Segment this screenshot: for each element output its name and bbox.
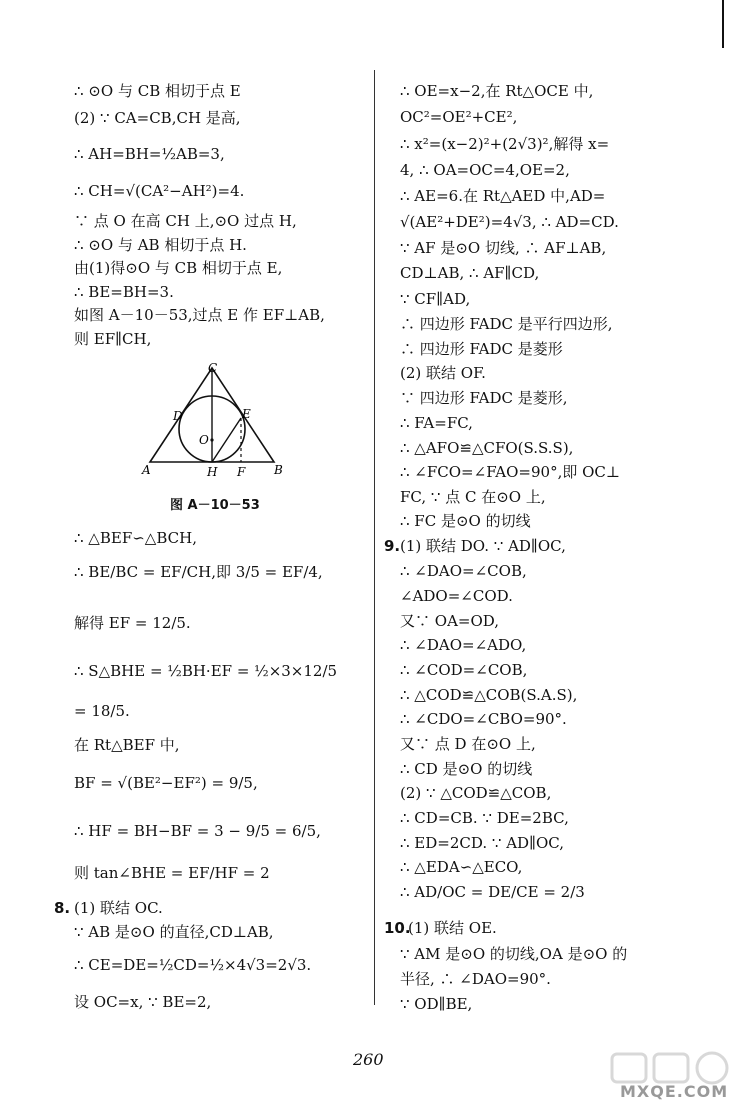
text-line: ∴ CH=√(CA²−AH²)=4.: [74, 182, 245, 200]
text-line: ∴ x²=(x−2)²+(2√3)²,解得 x=: [400, 135, 610, 153]
text-line: ∴ FC 是⊙O 的切线: [400, 512, 531, 530]
text-line: ∴ HF = BH−BF = 3 − 9/5 = 6/5,: [74, 822, 321, 840]
text-line: OC²=OE²+CE²,: [400, 108, 518, 126]
column-divider: [374, 70, 375, 1005]
text-line: 设 OC=x, ∵ BE=2,: [74, 993, 212, 1011]
text-line: ∴ ∠DAO=∠COB,: [400, 562, 527, 580]
text-line: 在 Rt△BEF 中,: [74, 736, 180, 754]
edge-mark: [722, 0, 724, 48]
text-line: ∵ AB 是⊙O 的直径,CD⊥AB,: [74, 923, 274, 941]
text-line: 解得 EF = 12/5.: [74, 614, 191, 632]
text-line: (1) 联结 DO. ∵ AD∥OC,: [400, 537, 566, 555]
label-E: E: [242, 407, 251, 421]
label-B: B: [274, 463, 283, 477]
text-line: ∵ 四边形 FADC 是菱形,: [400, 389, 568, 407]
text-line: ∴ ⊙O 与 CB 相切于点 E: [74, 82, 241, 100]
text-line: 4, ∴ OA=OC=4,OE=2,: [400, 161, 570, 179]
text-line: = 18/5.: [74, 702, 130, 720]
text-line: FC, ∵ 点 C 在⊙O 上,: [400, 488, 546, 506]
text-line: ∴ △COD≌△COB(S.A.S),: [400, 686, 578, 704]
text-line: ∴ 四边形 FADC 是菱形: [400, 340, 563, 358]
text-line: √(AE²+DE²)=4√3, ∴ AD=CD.: [400, 213, 619, 231]
text-line: ∴ OE=x−2,在 Rt△OCE 中,: [400, 82, 594, 100]
text-line: CD⊥AB, ∴ AF∥CD,: [400, 264, 540, 282]
text-line: ∴ BE=BH=3.: [74, 283, 174, 301]
text-line: ∴ △BEF∽△BCH,: [74, 529, 197, 547]
problem-number: 9.: [384, 537, 401, 555]
text-line: ∵ AM 是⊙O 的切线,OA 是⊙O 的: [400, 945, 628, 963]
text-line: ∵ OD∥BE,: [400, 995, 473, 1013]
text-line: ∴ CD 是⊙O 的切线: [400, 760, 533, 778]
text-line: 半径, ∴ ∠DAO=90°.: [400, 970, 551, 988]
text-line: (2) ∵ △COD≌△COB,: [400, 784, 552, 802]
text-line: ∴ AE=6.在 Rt△AED 中,AD=: [400, 187, 606, 205]
text-line: ∴ FA=FC,: [400, 414, 473, 432]
text-line: (1) 联结 OC.: [74, 899, 163, 917]
text-line: ∠ADO=∠COD.: [400, 587, 513, 605]
text-line: 又∵ 点 D 在⊙O 上,: [400, 735, 536, 753]
text-line: 则 tan∠BHE = EF/HF = 2: [74, 864, 270, 882]
text-line: BF = √(BE²−EF²) = 9/5,: [74, 774, 258, 792]
label-A: A: [142, 463, 151, 477]
text-line: ∴ △EDA∽△ECO,: [400, 858, 523, 876]
label-F: F: [237, 465, 246, 479]
watermark-text: MXQE.COM: [620, 1082, 729, 1101]
text-line: ∴ BE/BC = EF/CH,即 3/5 = EF/4,: [74, 563, 323, 581]
text-line: (2) ∵ CA=CB,CH 是高,: [74, 109, 241, 127]
text-line: ∵ AF 是⊙O 切线, ∴ AF⊥AB,: [400, 239, 607, 257]
label-D: D: [173, 409, 183, 423]
text-line: ∴ ∠FCO=∠FAO=90°,即 OC⊥: [400, 463, 621, 481]
text-line: ∴ ED=2CD. ∵ AD∥OC,: [400, 834, 565, 852]
text-line: (2) 联结 OF.: [400, 364, 486, 382]
text-line: ∴ ⊙O 与 AB 相切于点 H.: [74, 236, 247, 254]
text-line: 如图 A－10－53,过点 E 作 EF⊥AB,: [74, 306, 325, 324]
figure-caption: 图 A－10－53: [170, 498, 260, 513]
text-line: 由(1)得⊙O 与 CB 相切于点 E,: [74, 259, 283, 277]
text-line: ∴ AH=BH=½AB=3,: [74, 145, 225, 163]
text-line: ∴ 四边形 FADC 是平行四边形,: [400, 315, 613, 333]
text-line: 则 EF∥CH,: [74, 330, 152, 348]
text-line: ∴ CE=DE=½CD=½×4√3=2√3.: [74, 956, 312, 974]
geometry-figure: [140, 362, 290, 480]
text-line: ∴ ∠CDO=∠CBO=90°.: [400, 710, 567, 728]
page-number: 260: [353, 1050, 384, 1069]
label-H: H: [207, 465, 218, 479]
label-C: C: [208, 362, 218, 375]
text-line: ∴ ∠DAO=∠ADO,: [400, 636, 527, 654]
label-O: O: [199, 433, 209, 447]
text-line: ∴ △AFO≌△CFO(S.S.S),: [400, 439, 574, 457]
text-line: ∴ S△BHE = ½BH·EF = ½×3×12/5: [74, 662, 338, 680]
text-line: ∴ ∠COD=∠COB,: [400, 661, 528, 679]
text-line: 又∵ OA=OD,: [400, 612, 500, 630]
problem-number: 10.: [384, 919, 411, 937]
text-line: ∴ CD=CB. ∵ DE=2BC,: [400, 809, 569, 827]
problem-number: 8.: [54, 899, 71, 917]
text-line: ∴ AD/OC = DE/CE = 2/3: [400, 883, 585, 901]
text-line: ∵ 点 O 在高 CH 上,⊙O 过点 H,: [74, 212, 297, 230]
text-line: (1) 联结 OE.: [408, 919, 497, 937]
text-line: ∵ CF∥AD,: [400, 290, 471, 308]
